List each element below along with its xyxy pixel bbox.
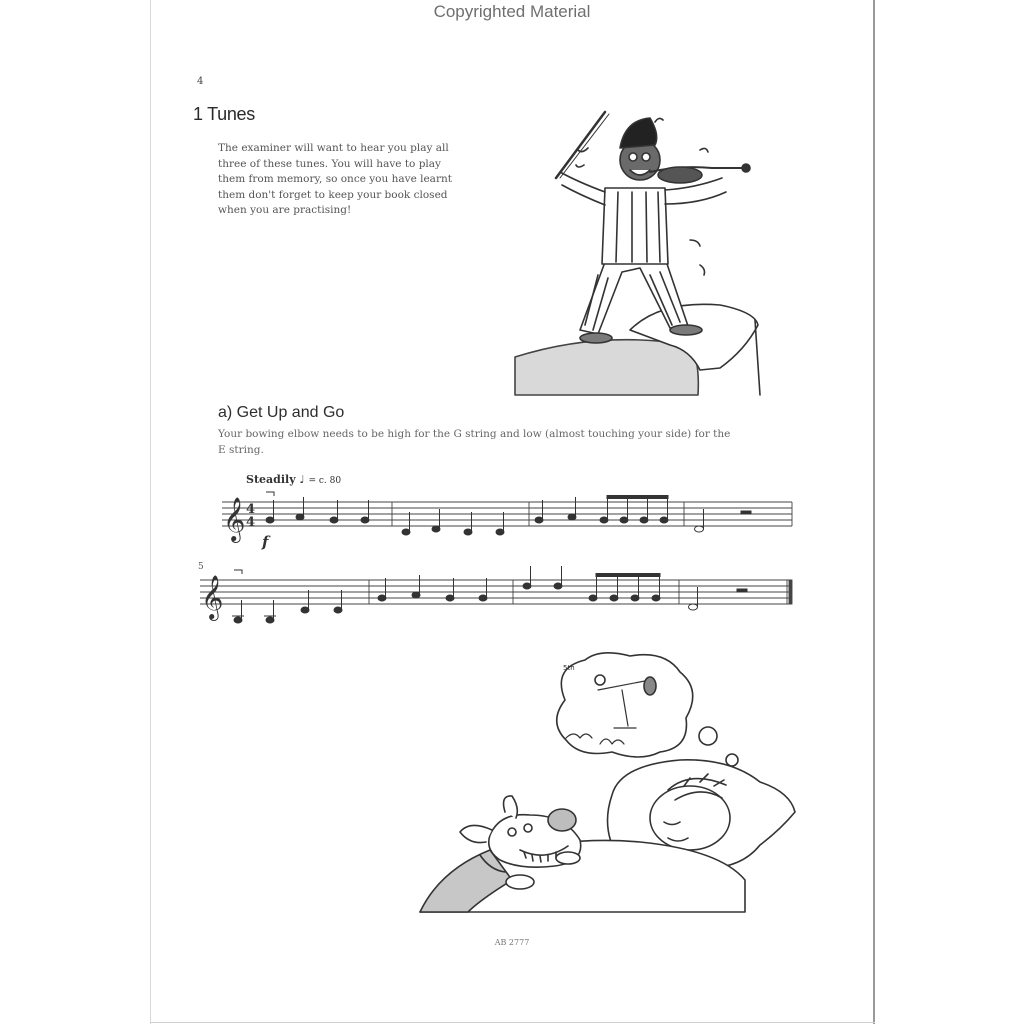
music-staff-system-2 bbox=[200, 580, 792, 604]
down-bow-mark-icon bbox=[234, 570, 242, 574]
music-staff-system-1 bbox=[222, 502, 792, 526]
treble-clef-icon: 𝄞 bbox=[223, 497, 246, 541]
time-sig-bottom: 4 bbox=[246, 515, 256, 530]
metronome-mark: = c. 80 bbox=[308, 476, 342, 486]
intro-line: The examiner will want to hear you play all bbox=[218, 142, 449, 154]
thought-bubble-label: 5th bbox=[563, 664, 575, 672]
intro-line: them from memory, so once you have learnt bbox=[218, 173, 452, 185]
tune-description-line: Your bowing elbow needs to be high for the G string and low (almost touching your side) for the bbox=[218, 428, 731, 440]
dreaming-boy-illustration bbox=[420, 653, 795, 912]
bar-number: 5 bbox=[198, 562, 204, 572]
page-number: 4 bbox=[197, 76, 204, 87]
dynamic-forte: f bbox=[262, 533, 269, 551]
tune-title: a) Get Up and Go bbox=[218, 404, 345, 421]
violin-boy-illustration bbox=[515, 112, 760, 395]
section-title: 1 Tunes bbox=[193, 104, 255, 124]
tune-description-line: E string. bbox=[218, 444, 264, 456]
intro-line: them don't forget to keep your book closed bbox=[218, 188, 448, 201]
treble-clef-icon: 𝄞 bbox=[201, 575, 224, 619]
tempo-word: Steadily bbox=[246, 473, 296, 486]
time-sig-top: 4 bbox=[246, 502, 256, 517]
footer-code: AB 2777 bbox=[494, 938, 530, 947]
notes-system-1 bbox=[266, 496, 751, 536]
intro-line: three of these tunes. You will have to play bbox=[218, 157, 441, 170]
notes-system-2 bbox=[232, 566, 747, 623]
down-bow-mark-icon bbox=[266, 492, 274, 496]
intro-line: when you are practising! bbox=[218, 204, 352, 216]
quarter-note-icon: ♩ bbox=[299, 473, 305, 486]
copyright-watermark: Copyrighted Material bbox=[433, 2, 591, 21]
